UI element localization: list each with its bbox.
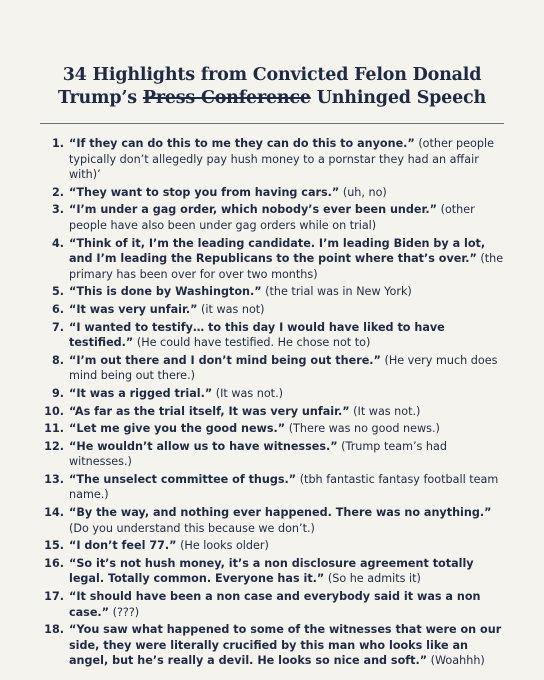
list-item bbox=[40, 136, 504, 183]
divider bbox=[40, 123, 504, 124]
item-quote: “I’m out there and I don’t mind being out there.” bbox=[69, 353, 381, 367]
list-item bbox=[40, 404, 504, 420]
list-item bbox=[40, 556, 504, 587]
page-title bbox=[40, 64, 504, 110]
list-item bbox=[40, 472, 504, 503]
item-comment: (uh, no) bbox=[339, 185, 387, 199]
item-number: 3. bbox=[51, 203, 64, 217]
list-item bbox=[40, 505, 504, 536]
list-item bbox=[40, 421, 504, 437]
item-comment: (???) bbox=[109, 605, 140, 619]
item-quote: “As far as the trial itself, It was very unfair.” bbox=[69, 404, 350, 418]
item-quote: “It should have been a non case and everybody said it was a non case.” bbox=[69, 590, 481, 619]
item-quote: “This is done by Washington.” bbox=[69, 285, 262, 299]
item-quote: “So it’s not hush money, it’s a non disclosure agreement totally legal. Totally common. Everyone has it.” bbox=[69, 556, 474, 586]
item-comment: (the trial was in New York) bbox=[261, 285, 412, 299]
title-struck-text: Press Conference bbox=[142, 88, 311, 108]
list-item bbox=[40, 185, 504, 201]
highlights-list bbox=[40, 136, 504, 669]
list-item bbox=[40, 202, 504, 233]
item-number: 2. bbox=[51, 185, 64, 199]
item-comment: (There was no good news.) bbox=[285, 422, 440, 436]
list-item bbox=[40, 589, 504, 620]
item-number: 17. bbox=[44, 590, 64, 604]
item-number: 13. bbox=[44, 472, 64, 486]
item-number: 15. bbox=[44, 539, 64, 553]
item-number: 8. bbox=[51, 353, 64, 367]
item-number: 16. bbox=[44, 556, 64, 570]
item-comment: (So he admits it) bbox=[324, 572, 421, 586]
item-quote: “I’m under a gag order, which nobody’s ever been under.” bbox=[69, 203, 438, 217]
item-quote: “You saw what happened to some of the witnesses that were on our side, they were literally crucified by this man who looks like an angel, but he’s really a devil. He looks so nice and soft.” bbox=[69, 623, 502, 668]
list-item bbox=[40, 386, 504, 402]
item-number: 12. bbox=[44, 439, 64, 453]
item-comment: (He very much does mind being out there.) bbox=[69, 353, 498, 383]
title-line-2-prefix: Trump’s bbox=[57, 88, 143, 108]
item-quote: “Think of it, I’m the leading candidate. I’m leading Biden by a lot, and I’m leading the Republicans to the point where that’s over.” bbox=[69, 236, 486, 266]
item-comment: (it was not) bbox=[197, 302, 265, 316]
item-quote: “I wanted to testify… to this day I would have liked to have testified.” bbox=[69, 320, 445, 350]
item-quote: “It was very unfair.” bbox=[69, 302, 198, 316]
item-number: 7. bbox=[51, 320, 64, 334]
list-item bbox=[40, 353, 504, 384]
item-quote: “If they can do this to me they can do this to anyone.” bbox=[69, 137, 415, 150]
item-number: 6. bbox=[51, 302, 64, 316]
item-comment: (He looks older) bbox=[176, 539, 269, 553]
item-quote: “Let me give you the good news.” bbox=[69, 422, 286, 436]
item-quote: “I don’t feel 77.” bbox=[69, 539, 177, 553]
list-item bbox=[40, 236, 504, 283]
item-quote: “It was a rigged trial.” bbox=[69, 386, 213, 400]
list-item bbox=[40, 284, 504, 300]
item-comment: (Woahhh) bbox=[427, 654, 485, 668]
item-comment: (It was not.) bbox=[349, 404, 421, 418]
item-comment: (other people typically don’t allegedly pay hush money to a pornstar they had an affair with)’ bbox=[69, 137, 494, 182]
list-item bbox=[40, 320, 504, 351]
item-number: 4. bbox=[51, 236, 64, 250]
item-quote: “The unselect committee of thugs.” bbox=[69, 472, 297, 486]
item-number: 5. bbox=[51, 285, 64, 299]
item-number: 18. bbox=[44, 623, 64, 637]
list-item bbox=[40, 622, 504, 669]
item-comment: (other people have also been under gag orders while on trial) bbox=[69, 203, 475, 232]
item-comment: (Do you understand this because we don’t.) bbox=[69, 521, 315, 535]
item-comment: (It was not.) bbox=[212, 386, 283, 400]
item-number: 9. bbox=[51, 386, 64, 400]
item-number: 1. bbox=[51, 137, 64, 150]
item-number: 11. bbox=[44, 422, 64, 436]
item-comment: (He could have testified. He chose not to) bbox=[133, 336, 371, 350]
list-item bbox=[40, 439, 504, 470]
item-quote: “They want to stop you from having cars.” bbox=[69, 185, 340, 199]
item-number: 10. bbox=[44, 404, 64, 418]
list-item bbox=[40, 538, 504, 554]
item-comment: (Trump team’s had witnesses.) bbox=[69, 439, 447, 469]
title-line-1: 34 Highlights from Convicted Felon Donald bbox=[62, 65, 482, 85]
item-number: 14. bbox=[44, 506, 64, 520]
item-quote: “By the way, and nothing ever happened. There was no anything.” bbox=[69, 506, 492, 520]
item-comment: (the primary has been over for over two months) bbox=[69, 252, 504, 281]
title-line-2-suffix: Unhinged Speech bbox=[310, 88, 487, 108]
item-quote: “He wouldn’t allow us to have witnesses.” bbox=[69, 439, 338, 453]
item-comment: (tbh fantastic fantasy football team name.) bbox=[69, 472, 499, 502]
list-item bbox=[40, 302, 504, 318]
